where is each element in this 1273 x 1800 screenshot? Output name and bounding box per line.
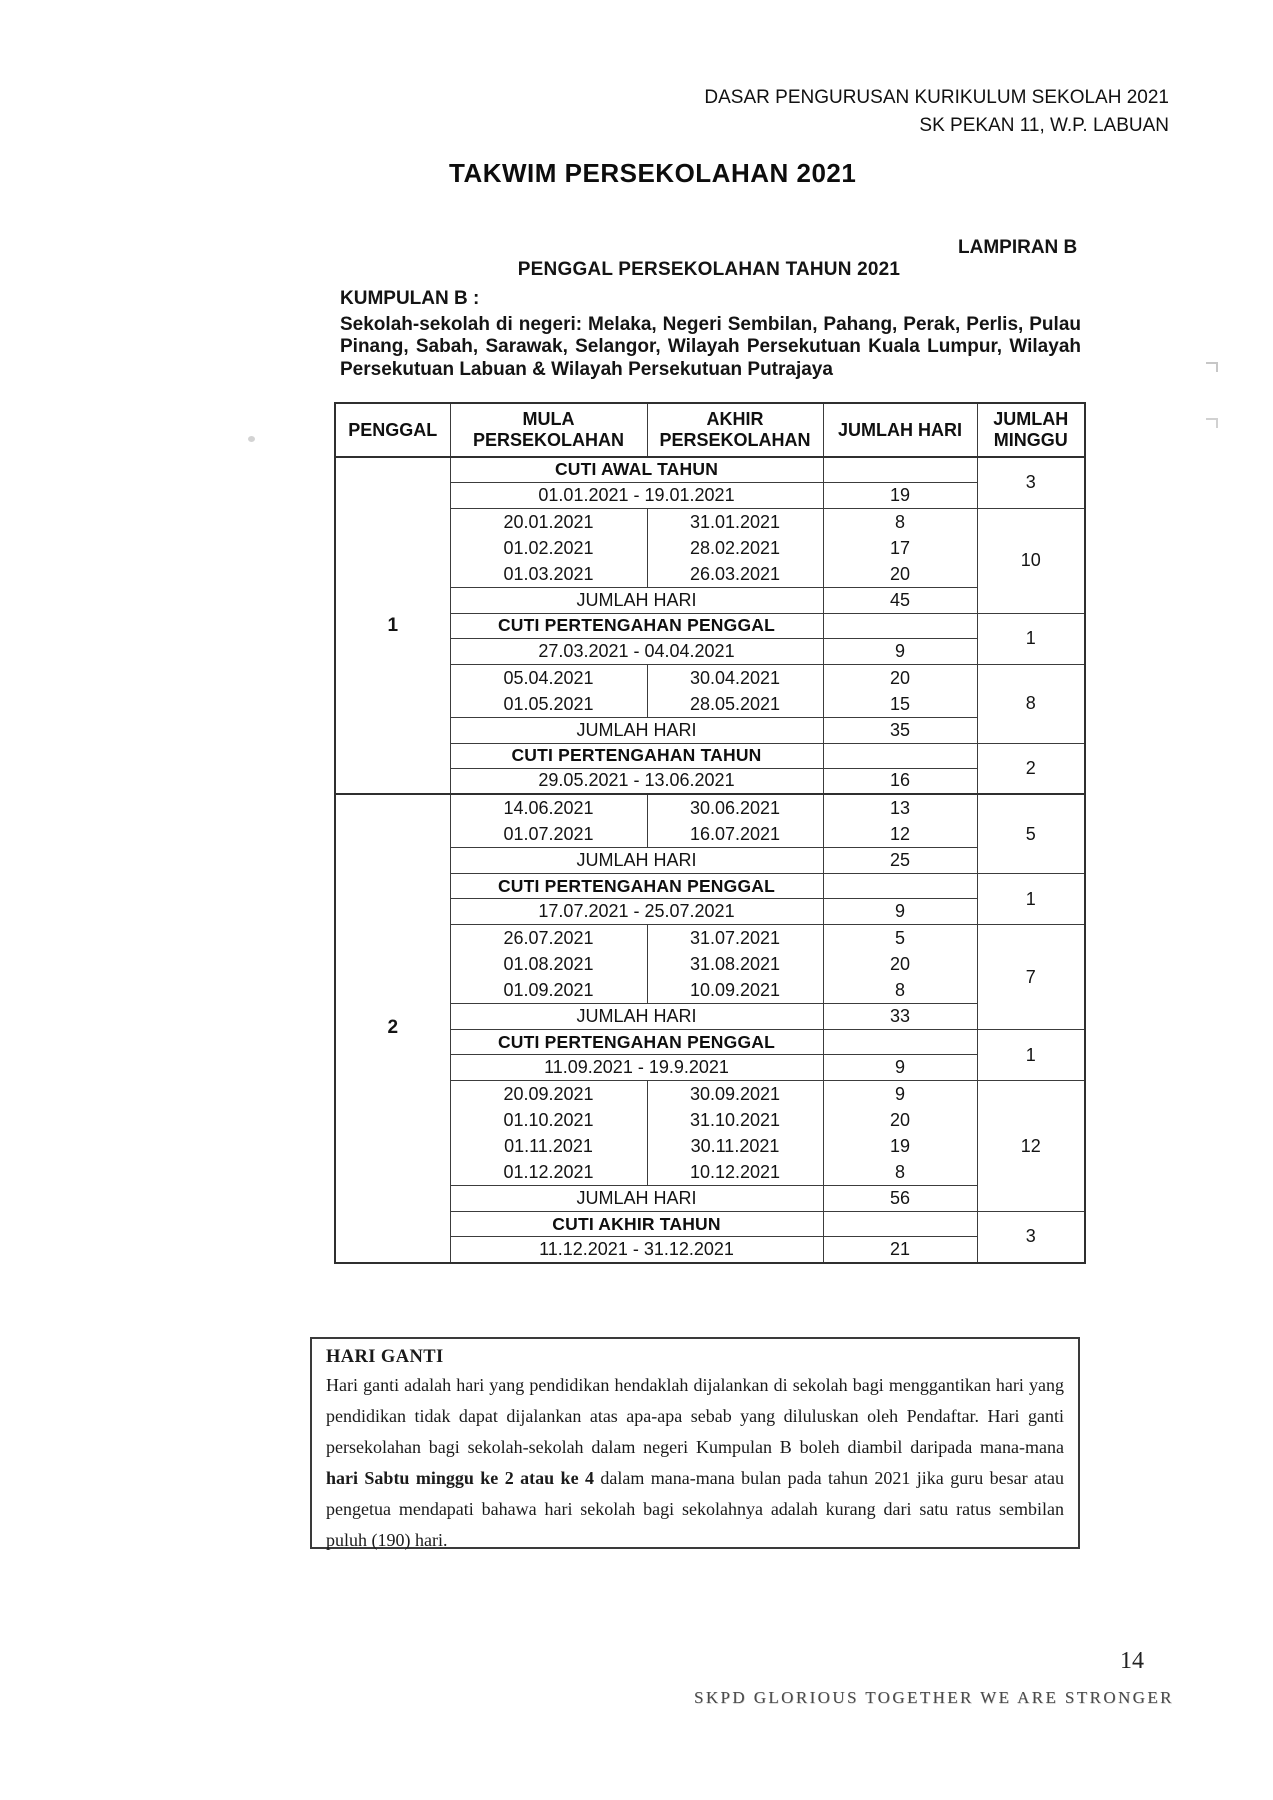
akhir-dates-cell: 30.09.2021 31.10.2021 30.11.2021 10.12.2021: [647, 1081, 823, 1186]
scan-artifact: [1206, 362, 1218, 372]
kumpulan-block: [340, 288, 1081, 381]
mula-dates-cell: 20.09.2021 01.10.2021 01.11.2021 01.12.2021: [450, 1081, 647, 1186]
hari-cell: 19: [823, 482, 977, 508]
hari-ganti-seg2: hari Sabtu minggu ke 2 atau ke 4: [326, 1468, 594, 1488]
table-subtitle: PENGGAL PERSEKOLAHAN TAHUN 2021: [517, 259, 901, 280]
penggal-1-cell: 1: [335, 457, 450, 794]
col-header-mula: MULA PERSEKOLAHAN: [450, 403, 647, 457]
document-header: [704, 84, 1169, 140]
footer-motto: SKPD GLORIOUS TOGETHER WE ARE STRONGER: [694, 1688, 1174, 1707]
minggu-cell: 5: [977, 794, 1085, 874]
minggu-cell: 12: [977, 1081, 1085, 1212]
akhir-dates-cell: 31.01.2021 28.02.2021 26.03.2021: [647, 508, 823, 587]
jumlah-hari-label-cell: JUMLAH HARI: [450, 717, 823, 743]
kumpulan-text: Sekolah-sekolah di negeri: Melaka, Negeri Sembilan, Pahang, Perak, Perlis, Pulau Pinang, Sabah, Sarawak, Selangor, Wilayah Persekutuan Kuala Lumpur, Wilayah Persekutuan Labuan & Wilayah Persekutuan Putrajaya: [340, 313, 1081, 380]
scan-artifact: [248, 436, 255, 442]
col-header-jumlah-minggu: JUMLAH MINGGU: [977, 403, 1085, 457]
hari-cell: 9: [823, 638, 977, 664]
minggu-cell: 2: [977, 743, 1085, 794]
jumlah-hari-label-cell: JUMLAH HARI: [450, 1004, 823, 1030]
minggu-cell: 7: [977, 925, 1085, 1030]
akhir-dates-cell: 30.06.2021 16.07.2021: [647, 794, 823, 848]
table-header-row: [335, 403, 1085, 457]
jumlah-hari-label-cell: JUMLAH HARI: [450, 1186, 823, 1212]
takwim-table: [334, 402, 1086, 1264]
hari-ganti-title: HARI GANTI: [326, 1347, 444, 1367]
mula-dates-cell: 26.07.2021 01.08.2021 01.09.2021: [450, 925, 647, 1004]
jumlah-hari-value-cell: 33: [823, 1004, 977, 1030]
minggu-cell: 1: [977, 613, 1085, 664]
banner-cuti-pertengahan-penggal: CUTI PERTENGAHAN PENGGAL: [450, 613, 823, 638]
hari-ganti-seg1: Hari ganti adalah hari yang pendidikan hendaklah dijalankan di sekolah bagi menggantikan hari yang pendidikan tidak dapat dijalankan atas apa-apa sebab yang diluluskan oleh Pendaftar. Hari ganti persekolahan bagi sekolah-sekolah dalam negeri Kumpulan B boleh diambil daripada mana-mana: [326, 1375, 1064, 1457]
hari-cell: 21: [823, 1237, 977, 1263]
banner-cuti-akhir-tahun: CUTI AKHIR TAHUN: [450, 1212, 823, 1237]
banner-cuti-pertengahan-tahun: CUTI PERTENGAHAN TAHUN: [450, 743, 823, 768]
jumlah-hari-value-cell: 56: [823, 1186, 977, 1212]
hari-cell: 9: [823, 1055, 977, 1081]
jumlah-hari-value-cell: 35: [823, 717, 977, 743]
hari-cell: 9: [823, 899, 977, 925]
table-row: [335, 794, 1085, 848]
hari-cell: 20 15: [823, 664, 977, 717]
akhir-dates-cell: 30.04.2021 28.05.2021: [647, 664, 823, 717]
minggu-cell: 8: [977, 664, 1085, 743]
banner-cuti-pertengahan-penggal: CUTI PERTENGAHAN PENGGAL: [450, 874, 823, 899]
mula-dates-cell: 20.01.2021 01.02.2021 01.03.2021: [450, 508, 647, 587]
col-header-jumlah-hari: JUMLAH HARI: [823, 403, 977, 457]
lampiran-label: LAMPIRAN B: [958, 237, 1078, 258]
jumlah-hari-label-cell: JUMLAH HARI: [450, 587, 823, 613]
table-row: [335, 457, 1085, 482]
scan-artifact: [1206, 418, 1218, 428]
date-range-cell: 11.12.2021 - 31.12.2021: [450, 1237, 823, 1263]
minggu-cell: 3: [977, 1212, 1085, 1263]
minggu-cell: 1: [977, 874, 1085, 925]
date-range-cell: 17.07.2021 - 25.07.2021: [450, 899, 823, 925]
minggu-cell: 1: [977, 1030, 1085, 1081]
hari-cell: 5 20 8: [823, 925, 977, 1004]
minggu-cell: 3: [977, 457, 1085, 508]
hari-ganti-seg3: dalam mana-mana bulan pada tahun 2021 jika guru besar atau pengetua mendapati bahawa hari sekolah bagi sekolahnya adalah kurang dari satu ratus sembilan puluh (190) hari.: [326, 1468, 1064, 1550]
empty-cell: [823, 613, 977, 638]
date-range-cell: 01.01.2021 - 19.01.2021: [450, 482, 823, 508]
date-range-cell: 27.03.2021 - 04.04.2021: [450, 638, 823, 664]
col-header-penggal: PENGGAL: [335, 403, 450, 457]
mula-dates-cell: 05.04.2021 01.05.2021: [450, 664, 647, 717]
banner-cuti-pertengahan-penggal: CUTI PERTENGAHAN PENGGAL: [450, 1030, 823, 1055]
hari-cell: 9 20 19 8: [823, 1081, 977, 1186]
banner-cuti-awal-tahun: CUTI AWAL TAHUN: [450, 457, 823, 482]
date-range-cell: 29.05.2021 - 13.06.2021: [450, 768, 823, 794]
date-range-cell: 11.09.2021 - 19.9.2021: [450, 1055, 823, 1081]
minggu-cell: 10: [977, 508, 1085, 613]
mula-dates-cell: 14.06.2021 01.07.2021: [450, 794, 647, 848]
kumpulan-label: KUMPULAN B :: [340, 288, 480, 309]
page-title: TAKWIM PERSEKOLAHAN 2021: [449, 158, 857, 188]
col-header-akhir: AKHIR PERSEKOLAHAN: [647, 403, 823, 457]
jumlah-hari-value-cell: 45: [823, 587, 977, 613]
jumlah-hari-label-cell: JUMLAH HARI: [450, 848, 823, 874]
hari-cell: 8 17 20: [823, 508, 977, 587]
page-number: 14: [1120, 1648, 1144, 1674]
hari-cell: 16: [823, 768, 977, 794]
penggal-2-cell: 2: [335, 794, 450, 1263]
empty-cell: [823, 743, 977, 768]
jumlah-hari-value-cell: 25: [823, 848, 977, 874]
header-line-2: SK PEKAN 11, W.P. LABUAN: [919, 115, 1169, 136]
header-line-1: DASAR PENGURUSAN KURIKULUM SEKOLAH 2021: [704, 87, 1169, 108]
hari-cell: 13 12: [823, 794, 977, 848]
empty-cell: [823, 457, 977, 482]
empty-cell: [823, 1030, 977, 1055]
empty-cell: [823, 1212, 977, 1237]
hari-ganti-text: [326, 1370, 1064, 1556]
akhir-dates-cell: 31.07.2021 31.08.2021 10.09.2021: [647, 925, 823, 1004]
empty-cell: [823, 874, 977, 899]
hari-ganti-box: [310, 1337, 1080, 1549]
